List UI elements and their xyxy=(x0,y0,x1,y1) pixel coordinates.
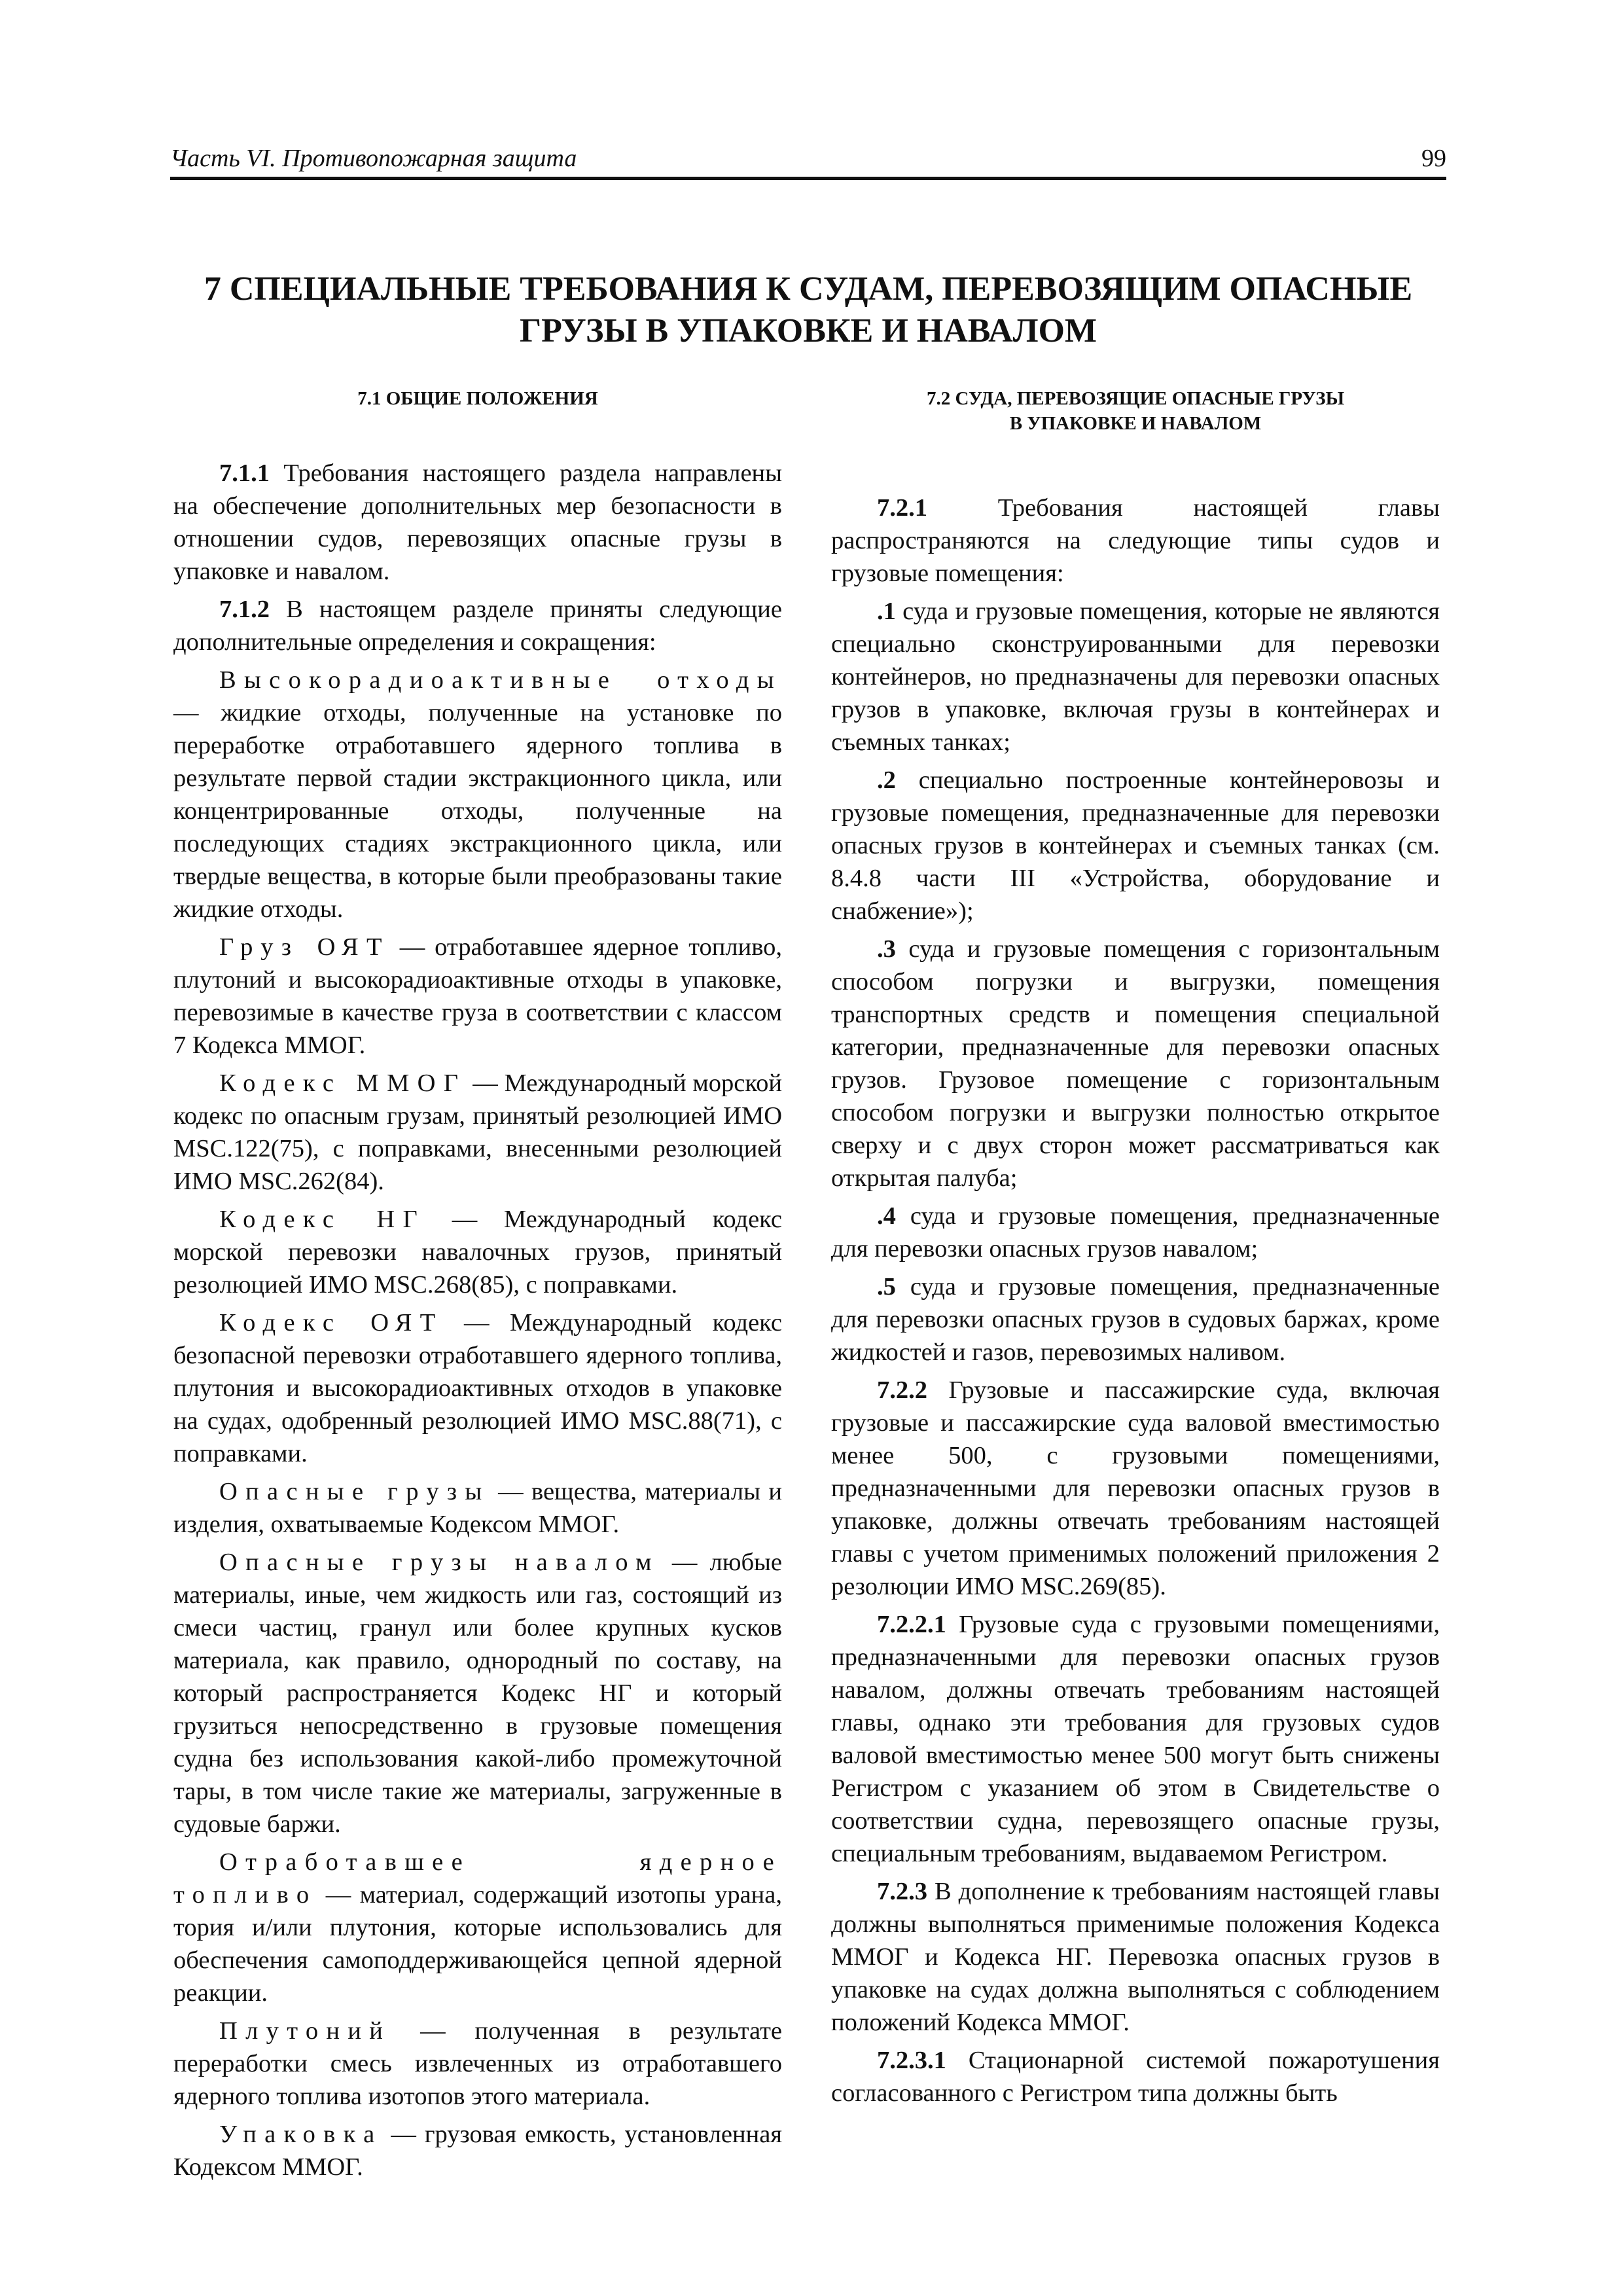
definition-text: — материал, содержащий изотопы урана, тория и/или плутония, которые использовались для обеспечения самоподдерживающейся цепной ядерной реакции. xyxy=(173,1881,783,2007)
definition-dangerous-goods-in-bulk xyxy=(173,1546,782,1840)
definition-text: — полученная в результате переработки смесь извлеченных из отработавшего ядерного топлива изотопов этого материала. xyxy=(173,2017,783,2110)
header-rule xyxy=(170,177,1446,180)
chapter-title-line-1: 7 СПЕЦИАЛЬНЫЕ ТРЕБОВАНИЯ К СУДАМ, ПЕРЕВОЗЯЩИМ ОПАСНЫЕ xyxy=(204,270,1413,308)
section-title-line-2: В УПАКОВКЕ И НАВАЛОМ xyxy=(1009,413,1262,434)
definition-text: — отработавшее ядерное топливо, плутоний и высокорадиоактивные отходы в упаковке, перевозимые в качестве груза в соответствии с классом 7 Кодекса ММОГ. xyxy=(173,933,782,1059)
paragraph-text: В настоящем разделе приняты следующие дополнительные определения и сокращения: xyxy=(173,596,782,656)
left-column xyxy=(173,386,782,2189)
section-7-2-title xyxy=(831,386,1440,436)
paragraph-7-2-1 xyxy=(831,492,1440,590)
paragraph-number: 7.1.2 xyxy=(219,596,270,623)
item-text: суда и грузовые помещения с горизонтальным способом погрузки и выгрузки, помещения транспортных средств и помещения специальной категории, предназначенные для перевозки опасных грузов. Грузовое помещение с горизонтальным способом погрузки и выгрузки полностью открытое сверху и с двух сторон может рассматриваться как открытая палуба; xyxy=(831,935,1440,1192)
definition-high-level-waste xyxy=(173,664,782,925)
definition-term: Высокорадиоактивные отходы xyxy=(219,666,782,694)
paragraph-7-2-3 xyxy=(831,1875,1440,2039)
definition-dangerous-goods xyxy=(173,1475,782,1541)
paragraph-7-2-2-1 xyxy=(831,1608,1440,1870)
item-text: специально построенные контейнеровозы и грузовые помещения, предназначенные для перевозки опасных грузов в контейнерах и съемных танках (см. 8.4.8 части III «Устройства, оборудование и снабжение»); xyxy=(831,766,1440,925)
definition-text: — Международный кодекс морской перевозки навалочных грузов, принятый резолюцией ИМО MSC.268(85), с поправками. xyxy=(173,1206,782,1299)
right-column xyxy=(831,386,1440,2115)
definition-plutonium xyxy=(173,2015,782,2113)
chapter-title-line-2: ГРУЗЫ В УПАКОВКЕ И НАВАЛОМ xyxy=(520,312,1097,350)
definition-imdg-code xyxy=(173,1067,782,1198)
definition-imsbc-code xyxy=(173,1203,782,1301)
definition-inf-code xyxy=(173,1306,782,1470)
definition-term: Упаковка xyxy=(219,2121,383,2148)
list-item-5 xyxy=(831,1270,1440,1369)
paragraph-number: 7.2.2.1 xyxy=(877,1611,946,1638)
paragraph-7-2-3-1 xyxy=(831,2044,1440,2109)
item-number: .5 xyxy=(877,1273,896,1300)
definition-term: Плутоний xyxy=(219,2017,391,2045)
item-number: .2 xyxy=(877,766,896,794)
item-text: суда и грузовые помещения, предназначенные для перевозки опасных грузов навалом; xyxy=(831,1202,1440,1263)
definition-spent-fuel xyxy=(173,1846,782,2009)
section-title-line-1: 7.2 СУДА, ПЕРЕВОЗЯЩИЕ ОПАСНЫЕ ГРУЗЫ xyxy=(926,388,1345,409)
definition-term: Опасные грузы xyxy=(219,1478,490,1505)
definition-text: — Международный морской кодекс по опасным грузам, принятый резолюцией ИМО MSC.122(75), с поправками, внесенными резолюцией ИМО MSC.262(84). xyxy=(173,1069,782,1195)
item-text: суда и грузовые помещения, которые не являются специально сконструированными для перевозки контейнеров, но предназначены для перевозки опасных грузов в упаковке, включая грузы в контейнерах и съемных танках; xyxy=(831,598,1440,756)
paragraph-7-1-2 xyxy=(173,593,782,658)
paragraph-number: 7.2.1 xyxy=(877,494,927,522)
definition-term: Отработавшее ядерное топливо xyxy=(173,1848,782,1909)
definition-term: Опасные грузы навалом xyxy=(219,1549,660,1576)
paragraph-number: 7.2.2 xyxy=(877,1376,927,1404)
list-item-2 xyxy=(831,764,1440,927)
paragraph-number: 7.2.3 xyxy=(877,1878,927,1905)
item-text: суда и грузовые помещения, предназначенные для перевозки опасных грузов в судовых баржах, кроме жидкостей и газов, перевозимых наливом. xyxy=(831,1273,1440,1366)
paragraph-text: В дополнение к требованиям настоящей главы должны выполняться применимые положения Кодекса ММОГ и Кодекса НГ. Перевозка опасных грузов в упаковке на судах должна выполняться с соблюдением положений Кодекса ММОГ. xyxy=(831,1878,1440,2036)
section-7-1-title: 7.1 ОБЩИЕ ПОЛОЖЕНИЯ xyxy=(357,388,598,409)
definition-text: — грузовая емкость, установленная Кодексом ММОГ. xyxy=(173,2121,782,2181)
paragraph-text: Стационарной системой пожаротушения согласованного с Регистром типа должны быть xyxy=(831,2047,1440,2107)
item-number: .1 xyxy=(877,598,896,625)
definition-term: Кодекс ММОГ xyxy=(219,1069,467,1097)
paragraph-number: 7.2.3.1 xyxy=(877,2047,946,2074)
paragraph-text: Требования настоящего раздела направлены на обеспечение дополнительных мер безопасности в отношении судов, перевозящих опасные грузы в упаковке и навалом. xyxy=(173,459,782,585)
definition-inf-cargo xyxy=(173,931,782,1062)
running-header xyxy=(170,143,1446,174)
definition-term: Кодекс НГ xyxy=(219,1206,426,1233)
list-item-3 xyxy=(831,933,1440,1194)
page-number: 99 xyxy=(1421,145,1446,172)
item-number: .3 xyxy=(877,935,896,963)
paragraph-7-1-1 xyxy=(173,457,782,588)
running-title: Часть VI. Противопожарная защита xyxy=(170,145,577,172)
item-number: .4 xyxy=(877,1202,896,1230)
definition-package xyxy=(173,2118,782,2183)
definition-term: Груз ОЯТ xyxy=(219,933,390,961)
chapter-title xyxy=(170,268,1446,352)
paragraph-number: 7.1.1 xyxy=(219,459,270,487)
paragraph-text: Грузовые суда с грузовыми помещениями, предназначенными для перевозки опасных грузов навалом, должны отвечать требованиям настоящей главы, однако эти требования для грузовых судов валовой вместимостью менее 500 могут быть снижены Регистром с указанием об этом в Свидетельстве о соответствии судна, перевозящего опасные грузы, специальным требованиям, выдаваемом Регистром. xyxy=(831,1611,1440,1867)
paragraph-text: Требования настоящей главы распространяются на следующие типы судов и грузовые помещения: xyxy=(831,494,1440,587)
paragraph-text: Грузовые и пассажирские суда, включая грузовые и пассажирские суда валовой вместимостью менее 500, с грузовыми помещениями, предназначенными для перевозки опасных грузов в упаковке, должны отвечать требованиям настоящей главы с учетом применимых положений приложения 2 резолюции ИМО MSC.269(85). xyxy=(831,1376,1440,1600)
definition-text: — любые материалы, иные, чем жидкость или газ, состоящий из смеси частиц, гранул или более крупных кусков материала, как правило, однородный по составу, на который распространяется Кодекс НГ и который грузиться непосредственно в грузовые помещения судна без использования какой-либо промежуточной тары, в том числе такие же материалы, загруженные в судовые баржи. xyxy=(173,1549,782,1838)
definition-text: — Международный кодекс безопасной перевозки отработавшего ядерного топлива, плутония и высокорадиоактивных отходов в упаковке на судах, одобренный резолюцией ИМО MSC.88(71), с поправками. xyxy=(173,1309,782,1467)
definition-text: — вещества, материалы и изделия, охватываемые Кодексом ММОГ. xyxy=(173,1478,782,1538)
list-item-1 xyxy=(831,595,1440,759)
list-item-4 xyxy=(831,1200,1440,1265)
definition-text: — жидкие отходы, полученные на установке по переработке отработавшего ядерного топлива в результате первой стадии экстракционного цикла, или концентрированные отходы, полученные на последующих стадиях экстракционного цикла, или твердые вещества, в которые были преобразованы такие жидкие отходы. xyxy=(173,699,782,923)
definition-term: Кодекс ОЯТ xyxy=(219,1309,444,1336)
paragraph-7-2-2 xyxy=(831,1374,1440,1603)
